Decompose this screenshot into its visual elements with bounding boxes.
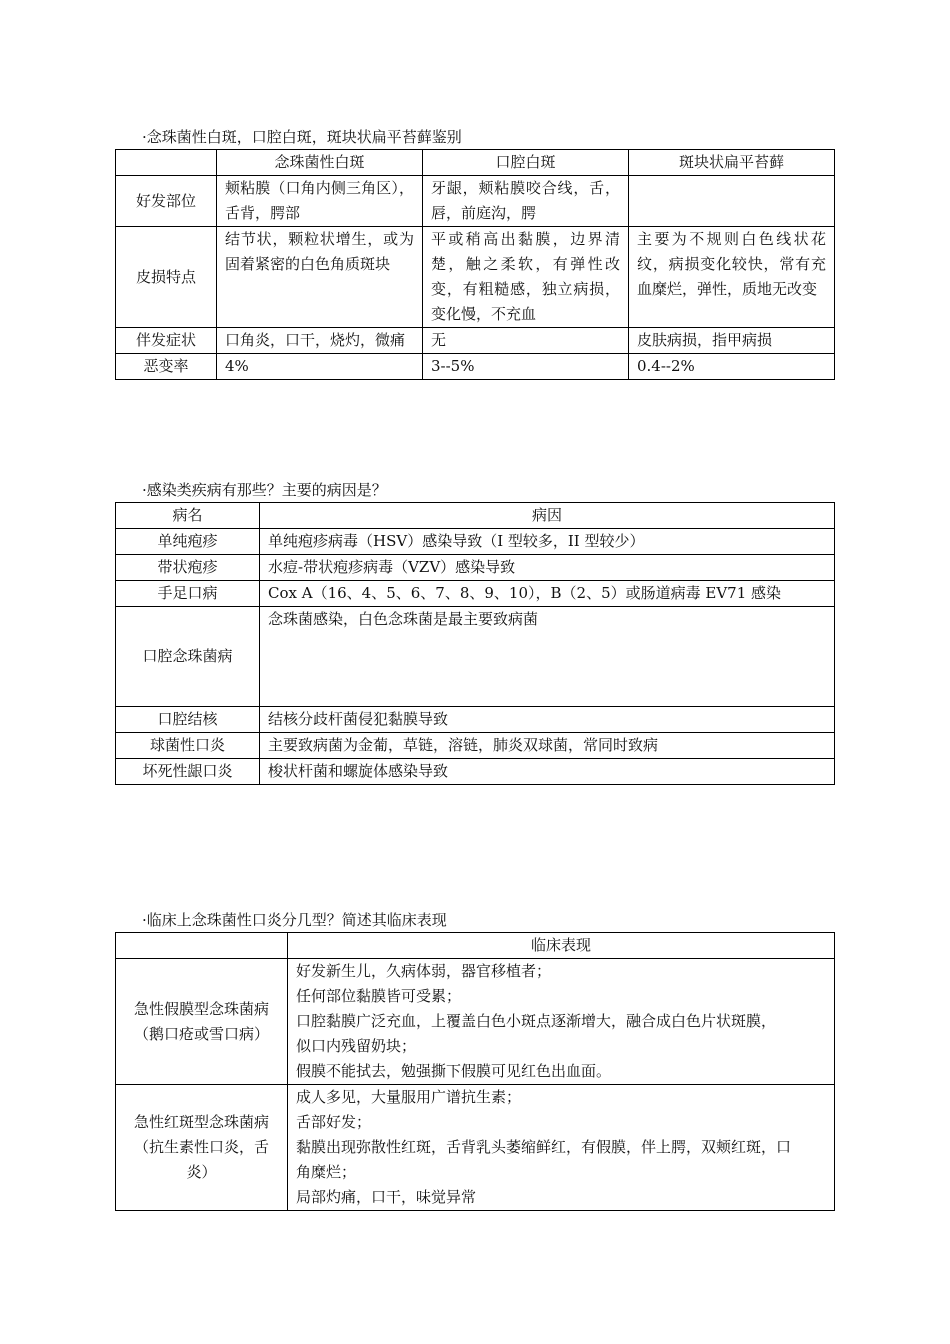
table-cell: 平或稍高出黏膜，边界清楚，触之柔软，有弹性改变，有粗糙感，独立病损，变化慢，不充血 (423, 227, 629, 328)
table-cell: 3--5% (423, 354, 629, 380)
table-row (116, 733, 835, 759)
manifestation-line: 好发新生儿，久病体弱，器官移植者； (296, 962, 552, 980)
type-line: （抗生素性口炎，舌 (133, 1138, 269, 1156)
table-header-row (116, 150, 835, 176)
table-row (116, 581, 835, 607)
table-row (116, 707, 835, 733)
section-title-1: ·念珠菌性白斑，口腔白斑，斑块状扁平苔藓鉴别 (142, 128, 462, 146)
manifestation-line: 成人多见，大量服用广谱抗生素； (296, 1088, 522, 1106)
infection-table (115, 502, 835, 785)
disease-name: 手足口病 (116, 581, 260, 607)
section-title-3: ·临床上念珠菌性口炎分几型？简述其临床表现 (142, 911, 447, 929)
table-cell: 牙龈，颊粘膜咬合线，舌，唇，前庭沟，腭 (423, 176, 629, 227)
table-row (116, 959, 835, 1085)
table-row (116, 176, 835, 227)
table-cell: 无 (423, 328, 629, 354)
disease-cause: 水痘-带状疱疹病毒（VZV）感染导致 (260, 555, 835, 581)
header-cell: 斑块状扁平苔藓 (629, 150, 835, 176)
disease-name: 坏死性龈口炎 (116, 759, 260, 785)
table-row (116, 607, 835, 707)
table-cell: 颊粘膜（口角内侧三角区），舌背，腭部 (217, 176, 423, 227)
disease-cause: Cox A（16、4、5、6、7、8、9、10），B（2、5）或肠道病毒 EV71 感染 (260, 581, 835, 607)
type-line: 炎） (186, 1163, 217, 1181)
table-cell: 口角炎，口干，烧灼，微痛 (217, 328, 423, 354)
header-cell: 念珠菌性白斑 (217, 150, 423, 176)
table-row (116, 227, 835, 328)
table-cell: 4% (217, 354, 423, 380)
manifestation-line: 口腔黏膜广泛充血，上覆盖白色小斑点逐渐增大，融合成白色片状斑膜， (296, 1012, 777, 1030)
table-cell (629, 176, 835, 227)
table-cell: 主要为不规则白色线状花纹，病损变化较快，常有充血糜烂，弹性，质地无改变 (629, 227, 835, 328)
row-label: 好发部位 (116, 176, 217, 227)
manifestation-line: 似口内残留奶块； (296, 1037, 417, 1055)
disease-cause: 主要致病菌为金葡，草链，溶链，肺炎双球菌，常同时致病 (260, 733, 835, 759)
header-cell: 口腔白斑 (423, 150, 629, 176)
disease-cause: 单纯疱疹病毒（HSV）感染导致（I 型较多，II 型较少） (260, 529, 835, 555)
type-line: 急性假膜型念珠菌病 (133, 999, 269, 1018)
type-label (116, 959, 288, 1085)
manifestation-line: 舌部好发； (296, 1113, 372, 1131)
manifestation-line: 局部灼痛，口干，味觉异常 (296, 1188, 477, 1206)
table-row (116, 529, 835, 555)
section-title-2: ·感染类疾病有那些？主要的病因是？ (142, 481, 387, 499)
manifestation-line: 角糜烂； (296, 1163, 357, 1181)
manifestation-line: 任何部位黏膜皆可受累； (296, 987, 462, 1005)
table-header-row (116, 933, 835, 959)
header-cell: 临床表现 (288, 933, 835, 959)
table-cell: 结节状，颗粒状增生，或为固着紧密的白色角质斑块 (217, 227, 423, 328)
table-row (116, 354, 835, 380)
header-cell: 病因 (260, 503, 835, 529)
disease-name: 口腔念珠菌病 (116, 607, 260, 707)
table-row (116, 555, 835, 581)
header-cell (116, 933, 288, 959)
row-label: 伴发症状 (116, 328, 217, 354)
table-row (116, 1085, 835, 1211)
table-header-row (116, 503, 835, 529)
disease-cause: 结核分歧杆菌侵犯黏膜导致 (260, 707, 835, 733)
row-label: 皮损特点 (116, 227, 217, 328)
differential-table (115, 149, 835, 380)
table-cell: 0.4--2% (629, 354, 835, 380)
header-cell (116, 150, 217, 176)
disease-name: 带状疱疹 (116, 555, 260, 581)
disease-name: 球菌性口炎 (116, 733, 260, 759)
table-cell: 皮肤病损，指甲病损 (629, 328, 835, 354)
manifestation-line: 黏膜出现弥散性红斑，舌背乳头萎缩鲜红，有假膜，伴上腭，双颊红斑，口 (296, 1138, 792, 1156)
disease-cause: 梭状杆菌和螺旋体感染导致 (260, 759, 835, 785)
disease-name: 口腔结核 (116, 707, 260, 733)
type-label (116, 1085, 288, 1211)
clinical-manifestation (288, 959, 835, 1085)
disease-name: 单纯疱疹 (116, 529, 260, 555)
manifestation-line: 假膜不能拭去，勉强撕下假膜可见红色出血面。 (296, 1062, 612, 1080)
table-row (116, 759, 835, 785)
disease-cause: 念珠菌感染，白色念珠菌是最主要致病菌 (260, 607, 835, 707)
header-cell: 病名 (116, 503, 260, 529)
row-label: 恶变率 (116, 354, 217, 380)
table-row (116, 328, 835, 354)
type-line: （鹅口疮或雪口病） (133, 1024, 269, 1043)
candidiasis-table (115, 932, 835, 1211)
clinical-manifestation (288, 1085, 835, 1211)
type-line: 急性红斑型念珠菌病 (133, 1113, 269, 1131)
